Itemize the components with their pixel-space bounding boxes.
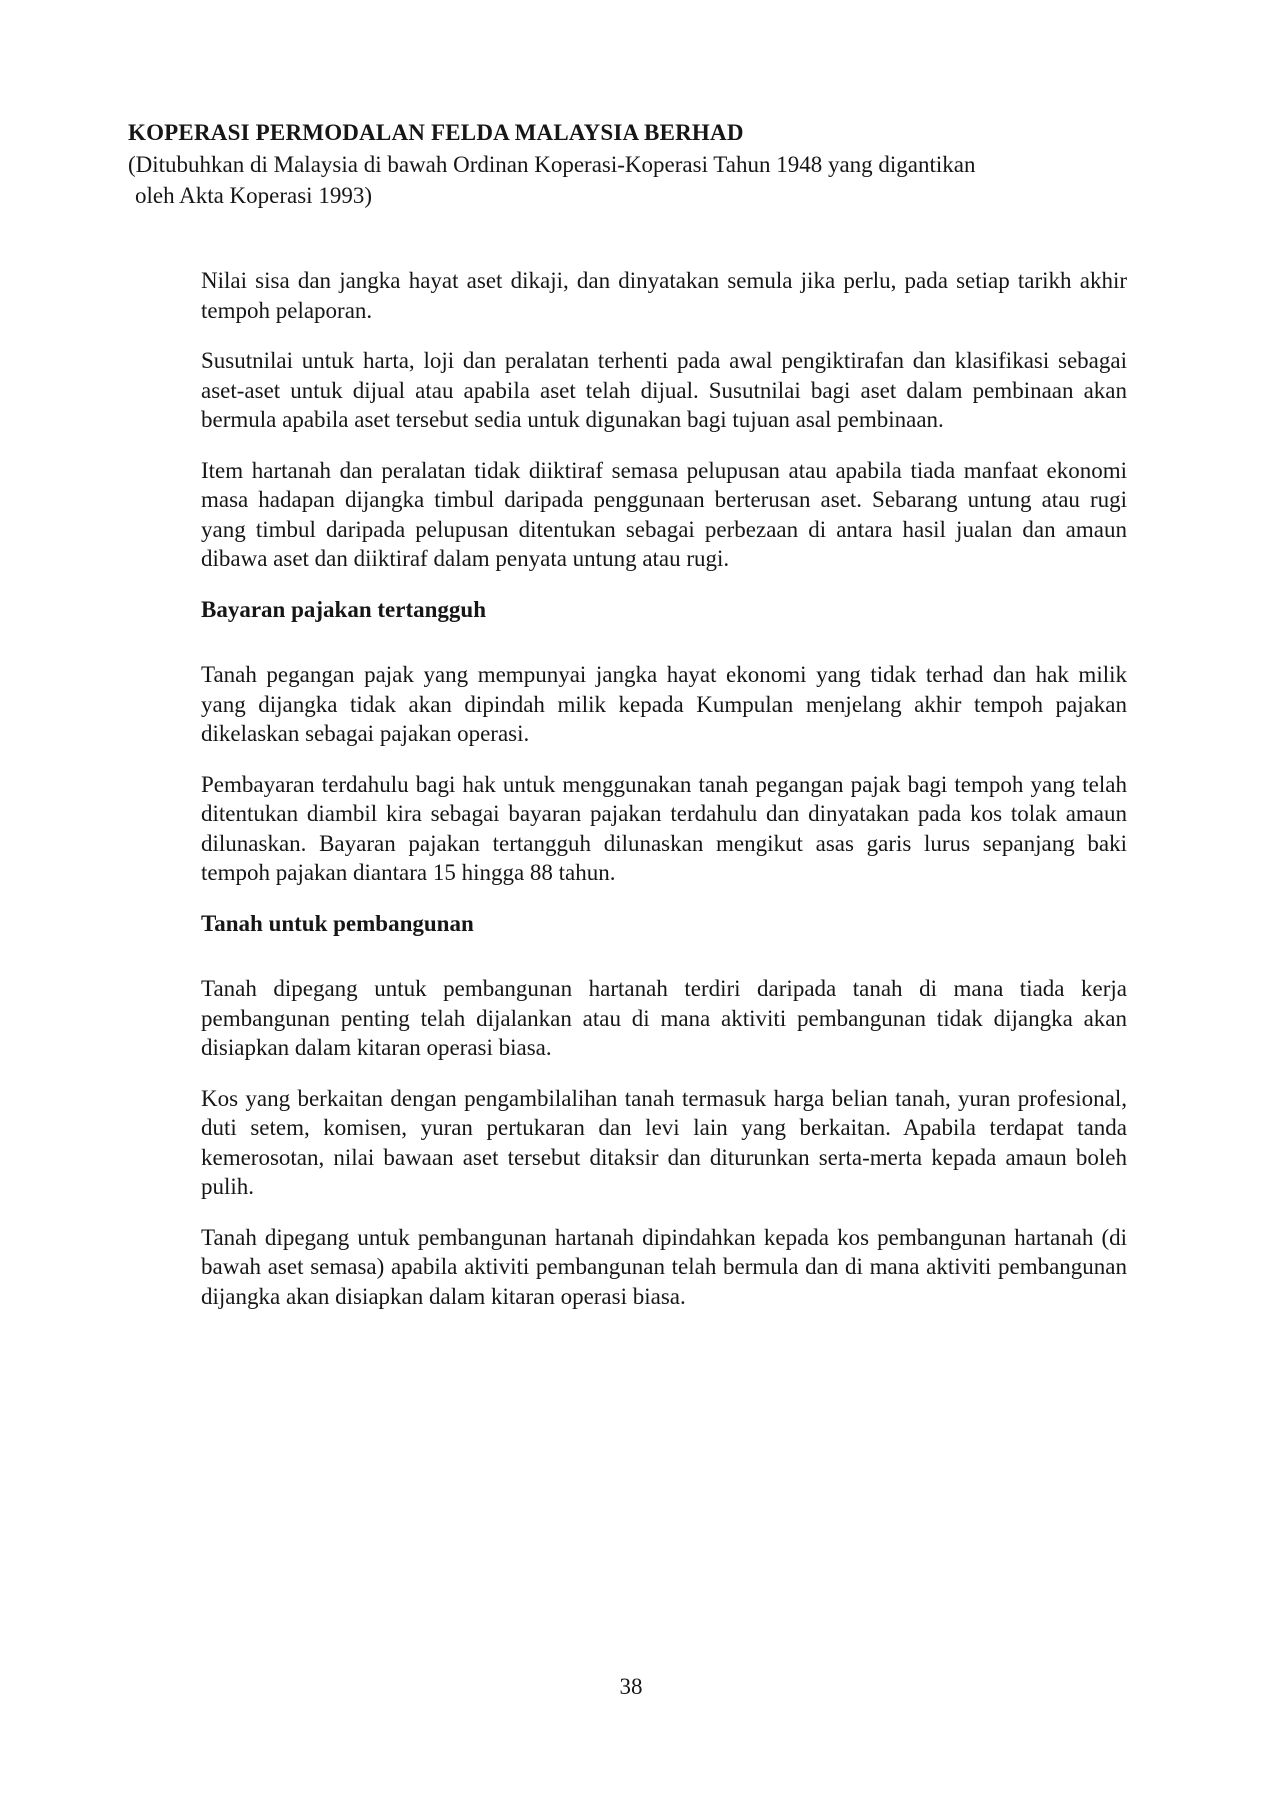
heading-land-for-development: Tanah untuk pembangunan bbox=[201, 910, 474, 936]
paragraph-acquisition-costs: Kos yang berkaitan dengan pengambilalihan tanah termasuk harga belian tanah, yuran profesional, duti setem, komisen, yuran pertukaran dan levi lain yang berkaitan. Apabila terdapat tanda kemerosotan, nilai bawaan aset tersebut ditaksir dan diturunkan serta-merta kepada amaun boleh pulih. bbox=[201, 1085, 1127, 1199]
document-header bbox=[128, 116, 1148, 211]
registration-note bbox=[128, 149, 1148, 211]
paragraph-depreciation-cessation: Susutnilai untuk harta, loji dan peralatan terhenti pada awal pengiktirafan dan klasifikasi sebagai aset-aset untuk dijual atau apabila aset telah dijual. Susutnilai bagi aset dalam pembinaan akan bermula apabila aset tersebut sedia untuk digunakan bagi tujuan asal pembinaan. bbox=[201, 348, 1127, 432]
paragraph-leasehold-land: Tanah pegangan pajak yang mempunyai jangka hayat ekonomi yang tidak terhad dan hak milik yang dijangka tidak akan dipindah milik kepada Kumpulan menjelang akhir tempoh pajakan dikelaskan sebagai pajakan operasi. bbox=[201, 662, 1127, 746]
page-number: 38 bbox=[619, 1674, 643, 1699]
registration-note-line1: (Ditubuhkan di Malaysia di bawah Ordinan Koperasi-Koperasi Tahun 1948 yang digantikan bbox=[128, 152, 976, 177]
registration-note-line2: oleh Akta Koperasi 1993) bbox=[135, 183, 372, 208]
paragraph-land-held: Tanah dipegang untuk pembangunan hartanah terdiri daripada tanah di mana tiada kerja pembangunan penting telah dijalankan atau di mana aktiviti pembangunan tidak dijangka akan disiapkan dalam kitaran operasi biasa. bbox=[201, 976, 1127, 1060]
heading-deferred-lease-payments: Bayaran pajakan tertangguh bbox=[201, 596, 486, 622]
document-body bbox=[201, 266, 1127, 1332]
paragraph-derecognition: Item hartanah dan peralatan tidak diiktiraf semasa pelupusan atau apabila tiada manfaat ekonomi masa hadapan dijangka timbul daripada penggunaan berterusan aset. Sebarang untung atau rugi yang timbul daripada pelupusan ditentukan sebagai perbezaan di antara hasil jualan dan amaun dibawa aset dan diiktiraf dalam penyata untung atau rugi. bbox=[201, 457, 1127, 571]
paragraph-residual-value: Nilai sisa dan jangka hayat aset dikaji, dan dinyatakan semula jika perlu, pada setiap tarikh akhir tempoh pelaporan. bbox=[201, 268, 1127, 323]
company-title: KOPERASI PERMODALAN FELDA MALAYSIA BERHAD bbox=[128, 120, 744, 145]
paragraph-prepaid-lease: Pembayaran terdahulu bagi hak untuk menggunakan tanah pegangan pajak bagi tempoh yang telah ditentukan diambil kira sebagai bayaran pajakan terdahulu dan dinyatakan pada kos tolak amaun dilunaskan. Bayaran pajakan tertangguh dilunaskan mengikut asas garis lurus sepanjang baki tempoh pajakan diantara 15 hingga 88 tahun. bbox=[201, 771, 1127, 885]
paragraph-transfer-to-cost: Tanah dipegang untuk pembangunan hartanah dipindahkan kepada kos pembangunan hartanah (di bawah aset semasa) apabila aktiviti pembangunan telah bermula dan di mana aktiviti pembangunan dijangka akan disiapkan dalam kitaran operasi biasa. bbox=[201, 1224, 1127, 1309]
